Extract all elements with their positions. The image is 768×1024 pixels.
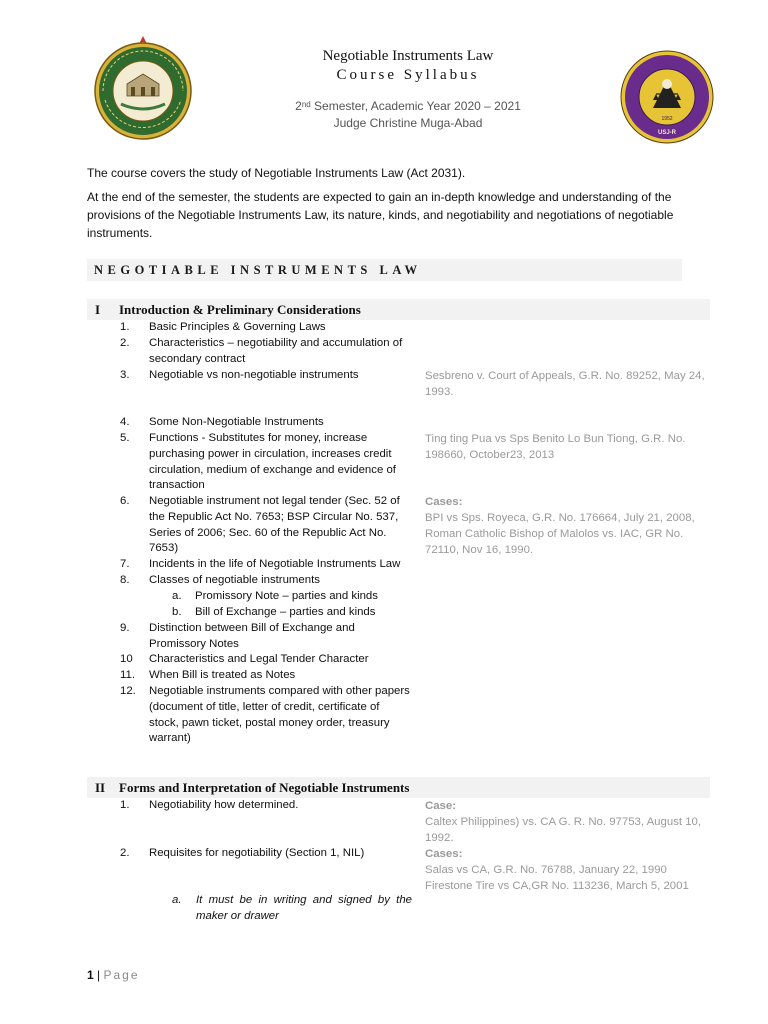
- section-2-roman: II: [95, 780, 106, 795]
- case-label: Case:: [425, 800, 457, 812]
- list-item-text: Negotiable instrument not legal tender (Sec. 52 of the Republic Act No. 7653; BSP Circular No. 537, Series of 2006; Sec. 60 of the Republic Act No. 7653): [149, 495, 400, 555]
- section-1-roman: I: [95, 302, 101, 317]
- course-banner: [87, 259, 682, 281]
- case-reference: [425, 846, 710, 894]
- college-of-law-seal-logo: [620, 50, 714, 144]
- sub-list-item-letter: a.: [172, 590, 182, 602]
- semester-line: [196, 97, 620, 115]
- case-label: Cases:: [425, 848, 463, 860]
- list-item-text: Some Non-Negotiable Instruments: [149, 416, 324, 428]
- list-item: [120, 431, 410, 494]
- list-item-text: Characteristics and Legal Tender Character: [149, 653, 369, 665]
- list-item-number: 7.: [120, 558, 130, 570]
- page-separator: |: [93, 968, 104, 982]
- instructor-name: Judge Christine Muga-Abad: [333, 116, 483, 130]
- seal-bottom-text: USJ-R: [657, 130, 677, 136]
- semester-ordinal: nd: [301, 100, 311, 109]
- list-item-number: 2.: [120, 337, 130, 349]
- page-number: 1: [87, 968, 94, 982]
- list-item: [120, 798, 410, 814]
- list-item: [120, 652, 410, 668]
- list-item-number: 10: [120, 653, 133, 665]
- list-item-text: Functions - Substitutes for money, increase purchasing power in circulation, increases credit circulation, medium of exchange and evidence of transaction: [149, 432, 396, 492]
- course-banner-text: NEGOTIABLE INSTRUMENTS LAW: [94, 263, 422, 277]
- course-intro: [87, 164, 715, 242]
- document-title: Negotiable Instruments Law: [322, 48, 494, 64]
- case-text: Salas vs CA, G.R. No. 76788, January 22, 1990 Firestone Tire vs CA,GR No. 113236, March 5, 2001: [425, 864, 689, 892]
- list-item: [120, 336, 410, 368]
- list-item-text: Distinction between Bill of Exchange and Promissory Notes: [149, 622, 355, 650]
- list-item-text: Characteristics – negotiability and accumulation of secondary contract: [149, 337, 403, 365]
- page-footer: [87, 967, 140, 983]
- list-item-number: 5.: [120, 432, 130, 444]
- list-item-text: Requisites for negotiability (Section 1, NIL): [149, 847, 365, 859]
- case-text: Sesbreno v. Court of Appeals, G.R. No. 89252, May 24, 1993.: [425, 370, 705, 398]
- list-item-number: 2.: [120, 847, 130, 859]
- list-item-text: Negotiable vs non-negotiable instruments: [149, 369, 359, 381]
- sub-list-item-text: It must be in writing and signed by the maker or drawer: [196, 894, 412, 922]
- list-item-number: 3.: [120, 369, 130, 381]
- document-subtitle: Course Syllabus: [336, 67, 480, 83]
- list-item-text: Basic Principles & Governing Laws: [149, 321, 326, 333]
- list-item: [120, 573, 410, 589]
- sub-list-item-letter: a.: [172, 894, 182, 906]
- section-2-heading: [87, 777, 710, 798]
- case-reference: [425, 431, 710, 463]
- list-item-text: When Bill is treated as Notes: [149, 669, 296, 681]
- list-item: [120, 684, 410, 747]
- list-item-text: Negotiable instruments compared with other papers (document of title, letter of credit, certificate of stock, pawn ticket, postal money order, treasury warrant): [149, 685, 410, 745]
- list-item-number: 9.: [120, 622, 130, 634]
- list-item: [120, 415, 410, 431]
- sub-list-item-text: Bill of Exchange – parties and kinds: [195, 606, 376, 618]
- case-label: Cases:: [425, 496, 463, 508]
- list-item: [120, 368, 410, 384]
- page-label: Page: [103, 968, 140, 982]
- sub-list-item: [172, 892, 412, 924]
- list-item-number: 11.: [120, 669, 135, 681]
- seal-year-text: 1952: [661, 116, 673, 122]
- semester-text: Semester, Academic Year 2020 – 2021: [310, 99, 521, 113]
- list-item: [120, 846, 410, 862]
- semester-number: 2: [295, 99, 302, 113]
- list-item-number: 4.: [120, 416, 130, 428]
- case-text: BPI vs Sps. Royeca, G.R. No. 176664, July 21, 2008, Roman Catholic Bishop of Malolos vs. IAC, GR No. 72110, Nov 16, 1990.: [425, 512, 695, 556]
- list-item-text: Negotiability how determined.: [149, 799, 299, 811]
- case-reference: [425, 368, 710, 400]
- intro-paragraph-2: At the end of the semester, the students are expected to gain an in-depth knowledge and understanding of the provisions of the Negotiable Instruments Law, its nature, kinds, and negotiability and negotiations of negotiable instruments.: [87, 190, 674, 240]
- list-item-number: 1.: [120, 799, 130, 811]
- intro-paragraph-1: The course covers the study of Negotiable Instruments Law (Act 2031).: [87, 166, 466, 180]
- list-item-number: 1.: [120, 321, 130, 333]
- case-reference: [425, 494, 710, 558]
- list-item-number: 12.: [120, 685, 136, 697]
- section-1-title: Introduction & Preliminary Considerations: [119, 302, 361, 317]
- section-1-heading: [87, 299, 710, 320]
- list-item: [120, 557, 410, 573]
- list-item-number: 8.: [120, 574, 130, 586]
- list-item: [120, 320, 410, 336]
- sub-list-item-text: Promissory Note – parties and kinds: [195, 590, 378, 602]
- sub-list-item: [172, 605, 412, 621]
- list-item: [120, 668, 410, 684]
- case-text: Caltex Philippines) vs. CA G. R. No. 97753, August 10, 1992.: [425, 816, 702, 844]
- list-item-text: Incidents in the life of Negotiable Instruments Law: [149, 558, 401, 570]
- section-2-title: Forms and Interpretation of Negotiable Instruments: [119, 780, 410, 795]
- list-item-text: Classes of negotiable instruments: [149, 574, 320, 586]
- list-item: [120, 621, 410, 653]
- university-seal-logo: [91, 34, 195, 144]
- document-header: [196, 47, 620, 131]
- list-item-number: 6.: [120, 495, 130, 507]
- case-reference: [425, 798, 710, 846]
- sub-list-item: [172, 589, 412, 605]
- sub-list-item-letter: b.: [172, 606, 182, 618]
- list-item: [120, 494, 410, 557]
- case-text: Ting ting Pua vs Sps Benito Lo Bun Tiong, G.R. No. 198660, October23, 2013: [425, 433, 686, 461]
